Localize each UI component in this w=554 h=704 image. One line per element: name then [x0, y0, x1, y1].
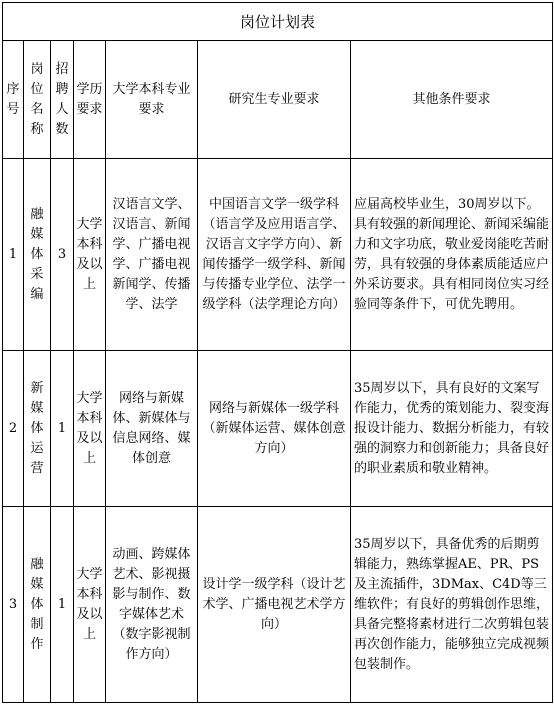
row-other-requirements: 35周岁以下，具有良好的文案写作能力，优秀的策划能力、裂变海报设计能力、数据分析能力，有较强的洞察力和创新能力；具备良好的职业素质和敬业精神。 — [351, 351, 553, 507]
row-position: 融媒体采编 — [24, 159, 51, 351]
table-row — [3, 351, 553, 507]
row-graduate-major: 网络与新媒体一级学科（新媒体运营、媒体创意方向） — [198, 351, 351, 507]
row-education: 大学本科及以上 — [74, 159, 106, 351]
header-count: 招聘人数 — [51, 41, 74, 159]
row-count: 1 — [51, 351, 74, 507]
title-row — [3, 3, 553, 41]
header-graduate-major: 研究生专业要求 — [198, 41, 351, 159]
table-row — [3, 507, 553, 703]
header-undergrad-major: 大学本科专业要求 — [106, 41, 198, 159]
header-other-requirements: 其他条件要求 — [351, 41, 553, 159]
table-title: 岗位计划表 — [3, 3, 553, 41]
row-other-requirements: 应届高校毕业生，30周岁以下。具有较强的新闻理论、新闻采编能力和文字功底，敬业爱岗能吃苦耐劳，具有较强的身体素质能适应户外采访要求。具有相同岗位实习经验同等条件下，可优先聘用。 — [351, 159, 553, 351]
position-plan-table — [2, 2, 553, 703]
row-education: 大学本科及以上 — [74, 351, 106, 507]
row-undergrad-major: 动画、跨媒体艺术、影视摄影与制作、数字媒体艺术（数字影视制作方向） — [106, 507, 198, 703]
row-undergrad-major: 网络与新媒体、新媒体与信息网络、媒体创意 — [106, 351, 198, 507]
row-position: 融媒体制作 — [24, 507, 51, 703]
header-position: 岗位名称 — [24, 41, 51, 159]
row-index: 3 — [3, 507, 24, 703]
row-graduate-major: 中国语言文学一级学科（语言学及应用语言学、汉语言文字学方向）、新闻传播学一级学科、新闻与传播专业学位、法学一级学科（法学理论方向） — [198, 159, 351, 351]
row-position: 新媒体运营 — [24, 351, 51, 507]
header-index: 序号 — [3, 41, 24, 159]
row-index: 2 — [3, 351, 24, 507]
row-count: 1 — [51, 507, 74, 703]
row-education: 大学本科及以上 — [74, 507, 106, 703]
row-count: 3 — [51, 159, 74, 351]
row-other-requirements: 35周岁以下，具备优秀的后期剪辑能力，熟练掌握AE、PR、PS及主流插件，3DMax、C4D等三维软件；有良好的剪辑创作思维，具备完整将素材进行二次剪辑包装再次创作能力，能够独立完成视频包装制作。 — [351, 507, 553, 703]
row-undergrad-major: 汉语言文学、汉语言、新闻学、广播电视学、广播电视新闻学、传播学、法学 — [106, 159, 198, 351]
row-graduate-major: 设计学一级学科（设计艺术学、广播电视艺术学方向） — [198, 507, 351, 703]
header-education: 学历要求 — [74, 41, 106, 159]
row-index: 1 — [3, 159, 24, 351]
table-row — [3, 159, 553, 351]
header-row — [3, 41, 553, 159]
